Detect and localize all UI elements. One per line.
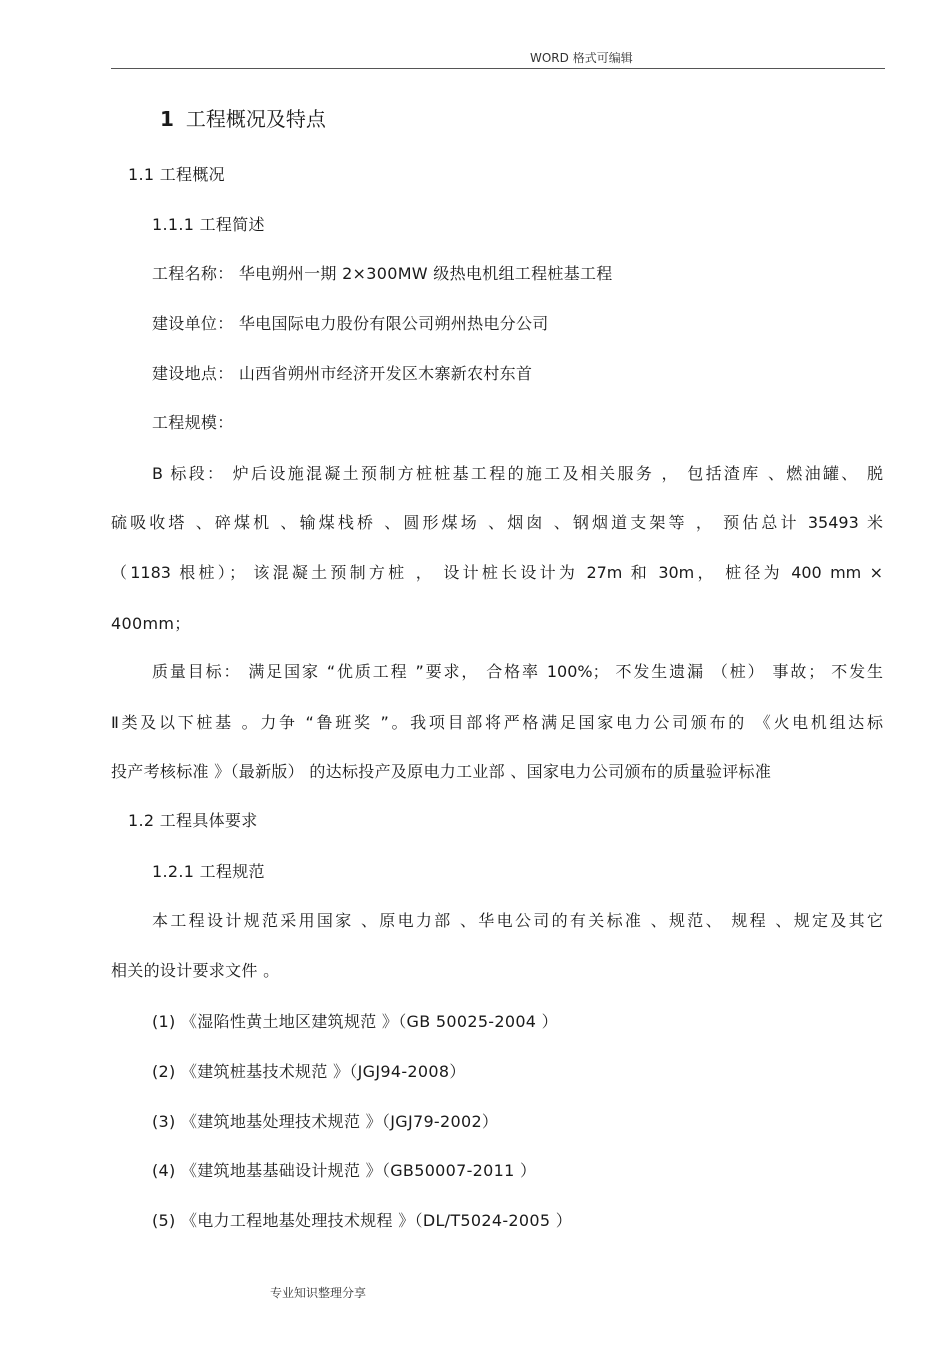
header-rule (111, 68, 885, 69)
project-scale-label: 工程规模： (152, 413, 234, 432)
reference-item: (5) 《电力工程地基处理技术规程 》（DL/T5024-2005 ） (152, 1211, 573, 1230)
b-section-line-1: B 标段： 炉后设施混凝土预制方桩桩基工程的施工及相关服务 ， 包括渣库 、燃油罐、 脱 (152, 464, 883, 483)
reference-item: (3) 《建筑地基处理技术规范 》（JGJ79-2002） (152, 1112, 499, 1131)
b-section-line-3: （1183 根桩）； 该混凝土预制方桩 ， 设计桩长设计为 27m 和 30m， 桩径为 400 mm × (111, 563, 883, 582)
heading-1-1: 1.1 工程概况 (128, 165, 225, 184)
reference-item: (4) 《建筑地基基础设计规范 》（GB50007-2011 ） (152, 1161, 537, 1180)
construction-site: 建设地点： 山西省朔州市经济开发区木寨新农村东首 (152, 364, 533, 383)
page-footer: 专业知识整理分享 (270, 1286, 367, 1300)
construction-unit: 建设单位： 华电国际电力股份有限公司朔州热电分公司 (152, 314, 549, 333)
quality-line-2: Ⅱ类及以下桩基 。力争 “鲁班奖 ”。我项目部将严格满足国家电力公司颁布的 《火电机组达标 (111, 713, 883, 732)
page-header: WORD 格式可编辑 (530, 51, 633, 65)
heading-1-2: 1.2 工程具体要求 (128, 811, 258, 830)
section-title (160, 103, 326, 132)
quality-line-3: 投产考核标准 》（最新版） 的达标投产及原电力工业部 、国家电力公司颁布的质量验评标准 (111, 762, 772, 781)
b-section-line-4: 400mm； (111, 614, 191, 633)
spec-para-line-1: 本工程设计规范采用国家 、原电力部 、华电公司的有关标准 、规范、 规程 、规定及其它 (152, 911, 883, 930)
section-number: 1 (160, 107, 174, 131)
heading-1-1-1: 1.1.1 工程简述 (152, 215, 265, 234)
reference-item: (2) 《建筑桩基技术规范 》（JGJ94-2008） (152, 1062, 466, 1081)
project-name: 工程名称： 华电朔州一期 2×300MW 级热电机组工程桩基工程 (152, 264, 613, 283)
reference-item: (1) 《湿陷性黄土地区建筑规范 》（GB 50025-2004 ） (152, 1012, 558, 1031)
section-title-text: 工程概况及特点 (185, 107, 326, 131)
quality-line-1: 质量目标： 满足国家 “优质工程 ”要求， 合格率 100%； 不发生遗漏 （桩） 事故； 不发生 (152, 662, 883, 681)
heading-1-2-1: 1.2.1 工程规范 (152, 862, 265, 881)
b-section-line-2: 硫吸收塔 、碎煤机 、输煤栈桥 、圆形煤场 、烟囱 、钢烟道支架等 ， 预估总计 35493 米 (111, 513, 883, 532)
spec-para-line-2: 相关的设计要求文件 。 (111, 961, 280, 980)
